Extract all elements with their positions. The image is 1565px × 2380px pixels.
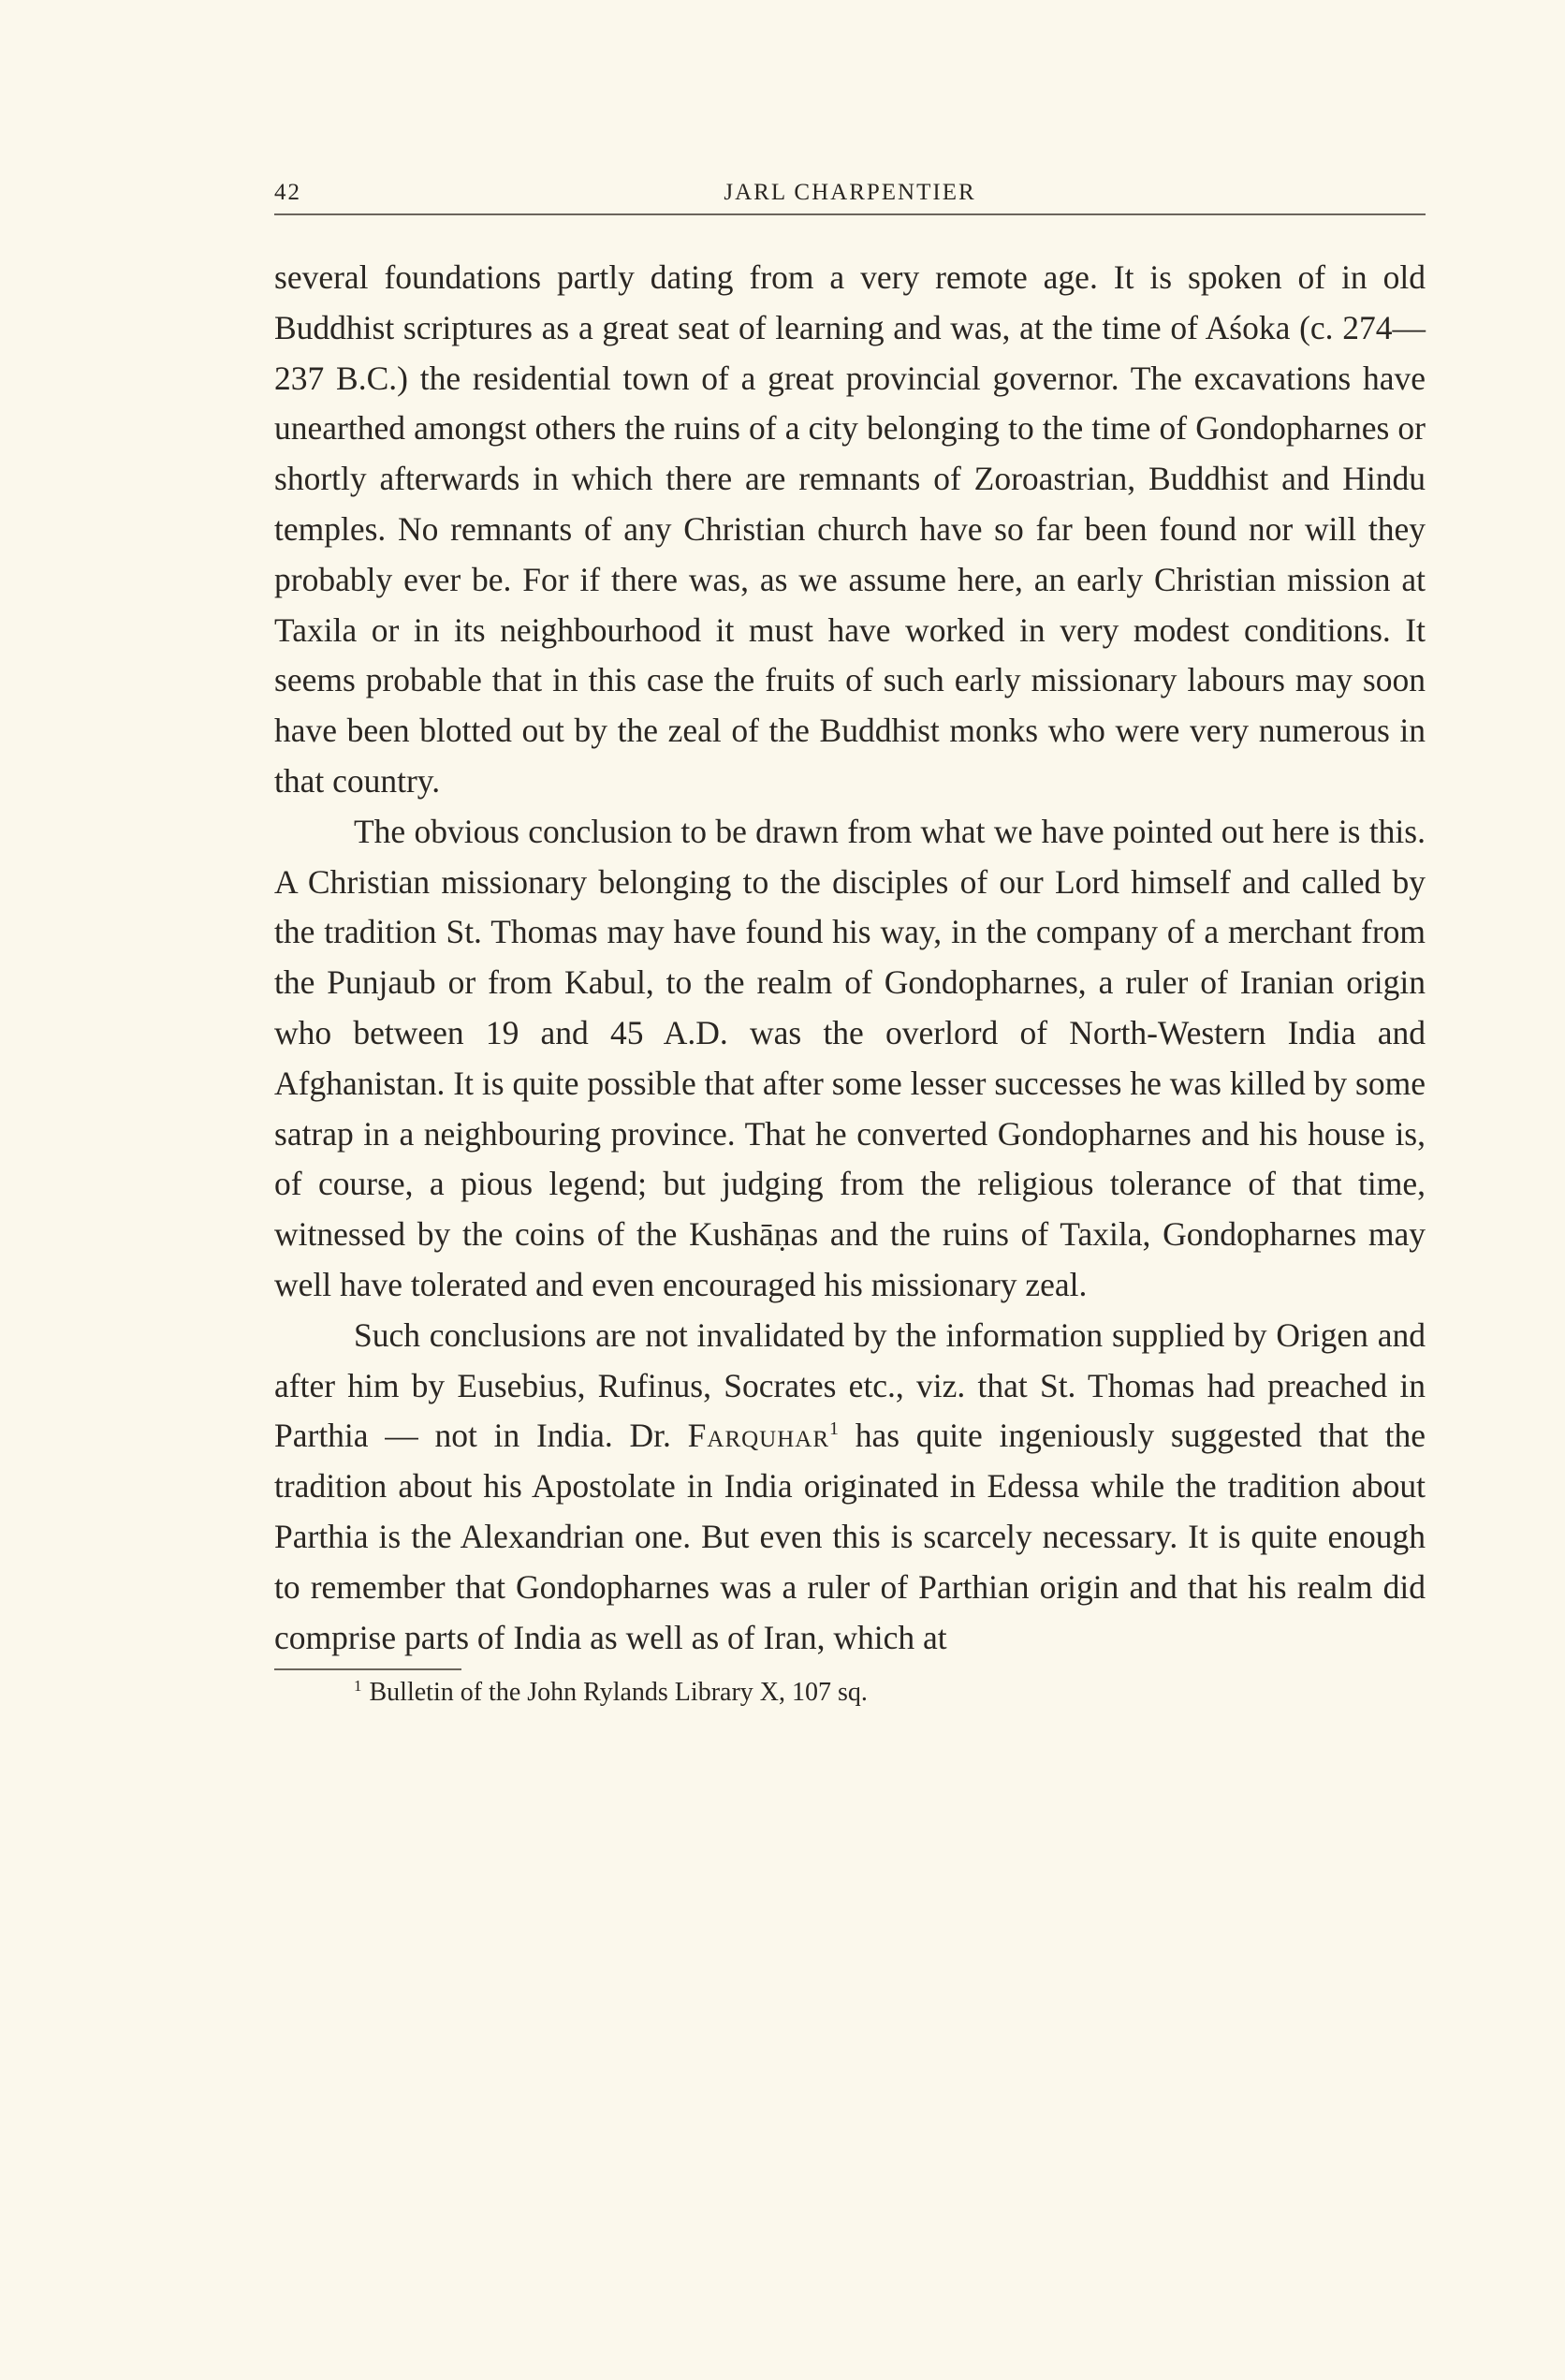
paragraph-2: The obvious conclusion to be drawn from what we have pointed out here is this. A Christian missionary belonging to the disciples of our Lord himself and called by the tradition St. Thomas may have found his way, in the company of a merchant from the Punjaub or from Kabul, to the realm of Gondopharnes, a ruler of Iranian origin who between 19 and 45 A.D. was the overlord of North-Western India and Afghanistan. It is quite possible that after some lesser successes he was killed by some satrap in a neighbouring province. That he converted Gondopharnes and his house is, of course, a pious legend; but judging from the religious tolerance of that time, witnessed by the coins of the Kushāṇas and the ruins of Taxila, Gondopharnes may well have tolerated and even encouraged his missionary zeal. [274,812,1426,1303]
paragraph-3-text-after: has quite ingeniously suggested that the tradition about his Apostolate in India originated in Edessa while the tradition about Parthia is the Alexandrian one. But even this is scarcely necessary. It is quite enough to remember that Gondopharnes was a ruler of Parthian origin and that his realm did comprise parts of India as well as of Iran, which at [274,1417,1426,1656]
paragraph-3 [274,1311,1426,1664]
footnote-divider [274,1668,461,1670]
footnote [274,1674,1426,1712]
paragraph-1: several foundations partly dating from a very remote age. It is spoken of in old Buddhist scriptures as a great seat of learning and was, at the time of Aśoka (c. 274—237 B.C.) the residential town of a great provincial governor. The excavations have unearthed amongst others the ruins of a city belonging to the time of Gondopharnes or shortly afterwards in which there are remnants of Zoroastrian, Buddhist and Hindu temples. No remnants of any Christian church have so far been found nor will they probably ever be. For if there was, as we assume here, an early Christian mission at Taxila or in its neighbourhood it must have worked in very modest conditions. It seems probable that in this case the fruits of such early missionary labours may soon have been blotted out by the zeal of the Buddhist monks who were very numerous in that country. [274,258,1426,800]
footnote-text: Bulletin of the John Rylands Library X, 107 sq. [369,1678,868,1708]
author-name-farquhar: Farquhar [687,1417,830,1455]
body-text [274,253,1426,1663]
footnote-mark: 1 [354,1676,362,1695]
footnote-reference[interactable]: 1 [829,1418,840,1440]
book-page [274,169,1426,1712]
page-number: 42 [274,180,301,205]
paragraph-3-text-before: Such conclusions are not invalidated by the information supplied by Origen and after him by Eusebius, Rufinus, Socrates etc., viz. that St. Thomas had preached in Parthia — not in India. Dr. [274,1315,1426,1455]
running-head [274,169,1426,215]
running-head-author: JARL CHARPENTIER [724,180,976,205]
